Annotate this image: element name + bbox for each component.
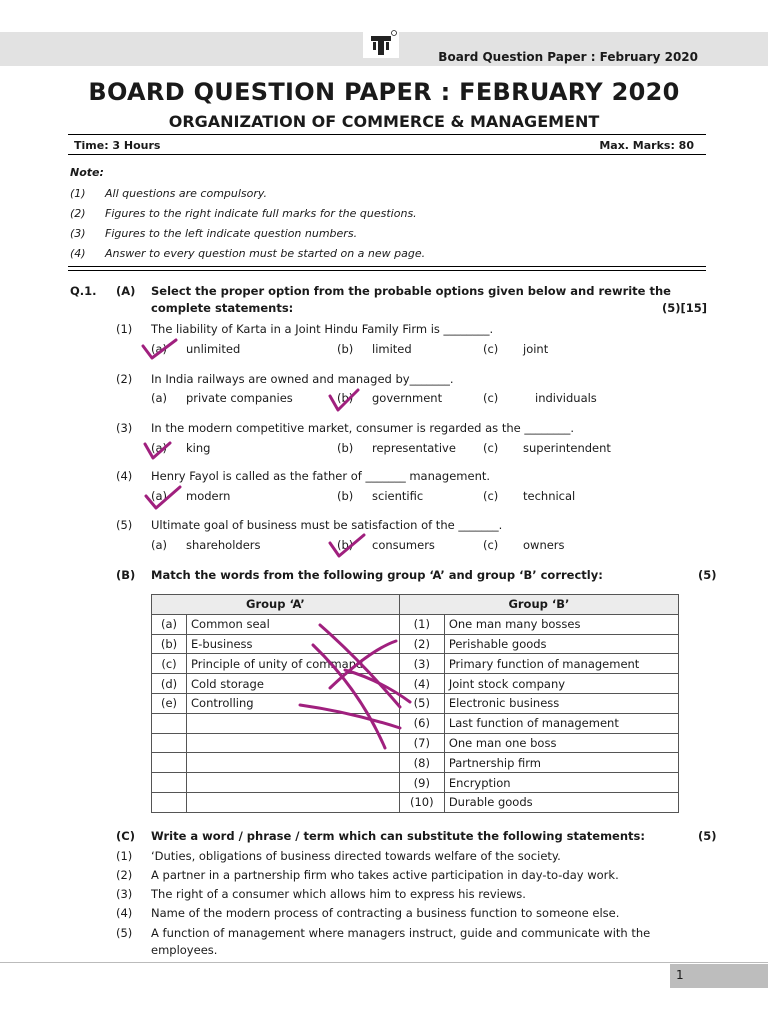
group-a-label: (d): [152, 674, 187, 694]
option-label: (c): [483, 538, 499, 552]
option-text: individuals: [535, 391, 597, 405]
page-number: 1: [676, 968, 684, 982]
option-label: (c): [483, 489, 499, 503]
check-mark-icon: [143, 340, 176, 358]
section-instruction: Write a word / phrase / term which can substitute the following statements:: [151, 829, 645, 843]
section-label: (A): [116, 284, 136, 298]
group-b-label: (9): [399, 773, 444, 793]
group-a-header: Group ‘A’: [152, 595, 400, 615]
group-b-item: Encryption: [444, 773, 678, 793]
group-b-item: Durable goods: [444, 792, 678, 812]
group-b-label: (5): [399, 693, 444, 713]
option-label: (a): [151, 391, 168, 405]
item-number: (2): [116, 868, 133, 882]
group-a-label: (a): [152, 614, 187, 634]
mcq-number: (4): [116, 469, 133, 483]
item-text-continued: employees.: [151, 943, 218, 957]
note-number: (3): [70, 227, 86, 240]
max-marks: Max. Marks: 80: [599, 139, 694, 152]
group-b-label: (2): [399, 634, 444, 654]
option-text: king: [186, 441, 211, 455]
running-title: Board Question Paper : February 2020: [438, 50, 698, 64]
group-b-item: Last function of management: [444, 713, 678, 733]
item-number: (1): [116, 849, 133, 863]
option-label: (c): [483, 342, 499, 356]
item-text: The right of a consumer which allows him to express his reviews.: [151, 887, 526, 901]
group-b-label: (6): [399, 713, 444, 733]
option-label: (c): [483, 391, 499, 405]
group-b-item: Primary function of management: [444, 654, 678, 674]
time-allowed: Time: 3 Hours: [74, 139, 161, 152]
mcq-number: (1): [116, 322, 133, 336]
option-text: consumers: [372, 538, 435, 552]
option-text: scientific: [372, 489, 424, 503]
match-line: [313, 645, 385, 748]
check-mark-icon: [330, 390, 358, 410]
item-number: (3): [116, 887, 133, 901]
option-label: (b): [337, 342, 354, 356]
check-mark-icon: [146, 487, 180, 508]
mcq-stem: Ultimate goal of business must be satisfaction of the _______.: [151, 518, 503, 532]
mcq-stem: In India railways are owned and managed by_______.: [151, 372, 454, 386]
group-a-item: Common seal: [187, 614, 400, 634]
option-text: private companies: [186, 391, 293, 405]
section-instruction: complete statements:: [151, 301, 294, 315]
option-label: (b): [337, 441, 354, 455]
option-label: (a): [151, 489, 168, 503]
section-marks: (5)[15]: [662, 301, 708, 315]
note-number: (1): [70, 187, 86, 200]
option-label: (b): [337, 538, 354, 552]
group-b-label: (3): [399, 654, 444, 674]
group-b-item: Partnership firm: [444, 753, 678, 773]
mcq-number: (3): [116, 421, 133, 435]
option-label: (b): [337, 391, 354, 405]
group-a-item: Cold storage: [187, 674, 400, 694]
mcq-number: (2): [116, 372, 133, 386]
option-text: joint: [523, 342, 549, 356]
option-text: representative: [372, 441, 456, 455]
mcq-number: (5): [116, 518, 133, 532]
group-b-header: Group ‘B’: [399, 595, 678, 615]
note-text: Answer to every question must be started on a new page.: [105, 247, 426, 260]
section-label: (B): [116, 568, 136, 582]
note-text: All questions are compulsory.: [105, 187, 268, 200]
item-text: Name of the modern process of contracting a business function to someone else.: [151, 906, 620, 920]
option-label: (a): [151, 342, 168, 356]
section-marks: (5): [698, 568, 717, 582]
note-number: (2): [70, 207, 86, 220]
item-number: (5): [116, 926, 133, 940]
note-heading: Note:: [70, 166, 104, 179]
option-text: limited: [372, 342, 412, 356]
item-number: (4): [116, 906, 133, 920]
group-b-item: Perishable goods: [444, 634, 678, 654]
option-text: superintendent: [523, 441, 611, 455]
check-mark-icon: [145, 443, 170, 458]
group-b-label: (7): [399, 733, 444, 753]
item-text: A function of management where managers instruct, guide and communicate with the: [151, 926, 651, 940]
item-text: A partner in a partnership firm who takes active participation in day-to-day work.: [151, 868, 619, 882]
page-subtitle: ORGANIZATION OF COMMERCE & MANAGEMENT: [168, 112, 600, 131]
group-a-item: E-business: [187, 634, 400, 654]
section-marks: (5): [698, 829, 717, 843]
group-a-item: Controlling: [187, 693, 400, 713]
group-b-label: (4): [399, 674, 444, 694]
option-text: unlimited: [186, 342, 241, 356]
option-text: shareholders: [186, 538, 261, 552]
note-text: Figures to the left indicate question numbers.: [105, 227, 358, 240]
option-text: owners: [523, 538, 565, 552]
mcq-stem: The liability of Karta in a Joint Hindu Family Firm is ________.: [151, 322, 494, 336]
note-number: (4): [70, 247, 86, 260]
check-mark-icon: [330, 535, 364, 556]
group-a-label: (e): [152, 693, 187, 713]
match-line: [300, 705, 400, 728]
option-label: (a): [151, 538, 168, 552]
page-title: BOARD QUESTION PAPER : FEBRUARY 2020: [88, 78, 680, 106]
section-label: (C): [116, 829, 135, 843]
group-b-item: One man many bosses: [444, 614, 678, 634]
match-line: [345, 670, 410, 702]
option-label: (c): [483, 441, 499, 455]
mcq-stem: In the modern competitive market, consumer is regarded as the ________.: [151, 421, 575, 435]
mcq-stem: Henry Fayol is called as the father of _______ management.: [151, 469, 491, 483]
note-text: Figures to the right indicate full marks for the questions.: [105, 207, 417, 220]
section-instruction: Match the words from the following group ‘A’ and group ‘B’ correctly:: [151, 568, 603, 582]
group-b-item: One man one boss: [444, 733, 678, 753]
option-label: (a): [151, 441, 168, 455]
section-instruction: Select the proper option from the probable options given below and rewrite the: [151, 284, 671, 298]
item-text: ‘Duties, obligations of business directed towards welfare of the society.: [151, 849, 561, 863]
group-a-item: Principle of unity of command: [187, 654, 400, 674]
option-label: (b): [337, 489, 354, 503]
group-b-item: Electronic business: [444, 693, 678, 713]
option-text: government: [372, 391, 443, 405]
group-b-item: Joint stock company: [444, 674, 678, 694]
option-text: technical: [523, 489, 576, 503]
option-text: modern: [186, 489, 231, 503]
group-a-label: (c): [152, 654, 187, 674]
group-a-label: (b): [152, 634, 187, 654]
group-b-label: (1): [399, 614, 444, 634]
question-number: Q.1.: [70, 284, 97, 298]
group-b-label: (8): [399, 753, 444, 773]
group-b-label: (10): [399, 792, 444, 812]
